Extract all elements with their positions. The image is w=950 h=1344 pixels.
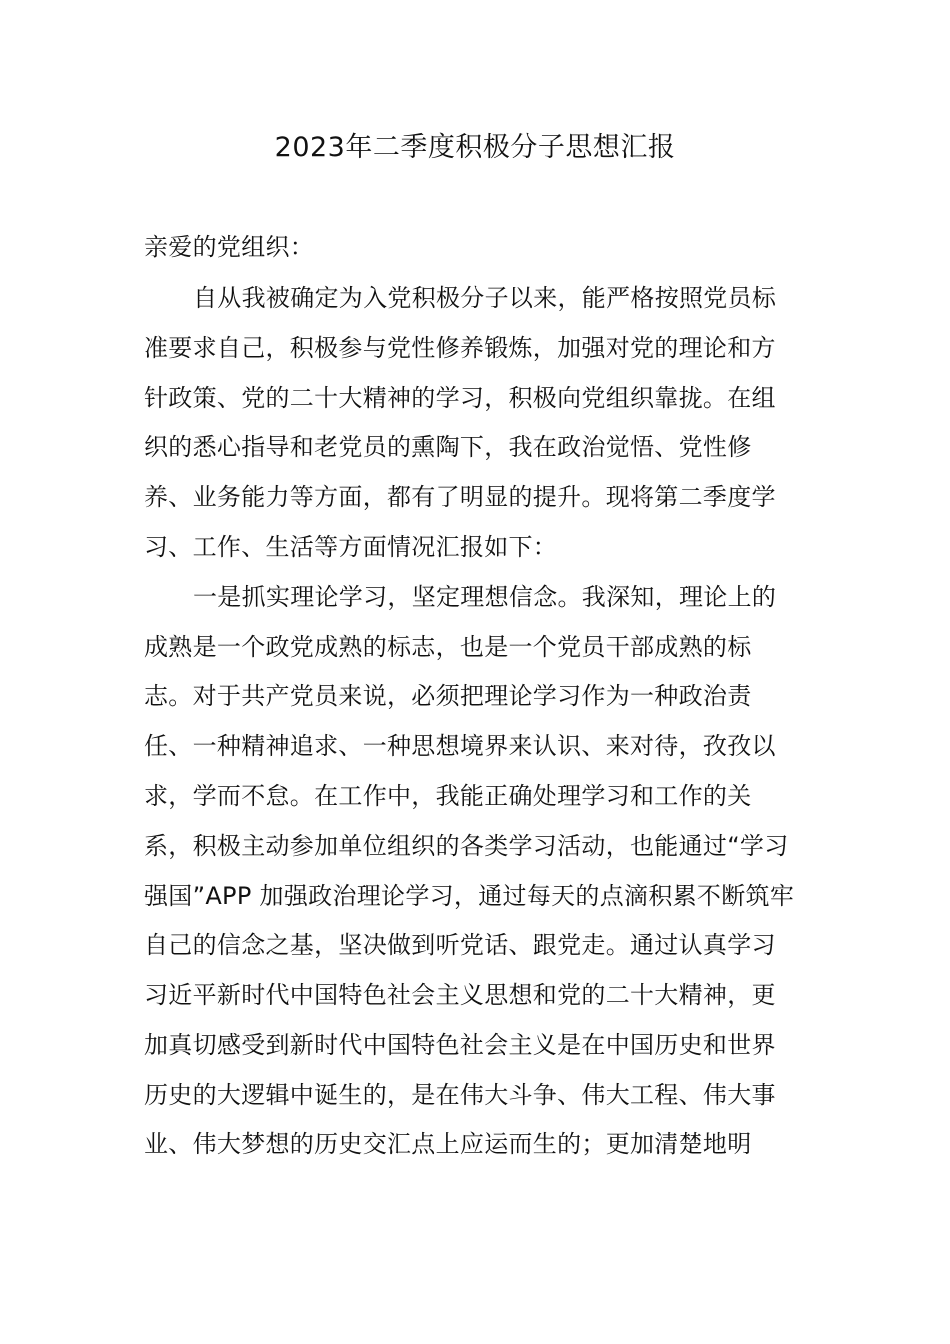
paragraph-line: 自从我被确定为入党积极分子以来，能严格按照党员标: [193, 284, 777, 312]
paragraph-line: 任、一种精神追求、一种思想境界来认识、来对待，孜孜以: [144, 732, 776, 760]
paragraph-line: 准要求自己，积极参与党性修养锻炼，加强对党的理论和方: [144, 334, 776, 362]
paragraph-line: 加真切感受到新时代中国特色社会主义是在中国历史和世界: [144, 1031, 776, 1059]
paragraph-line: 求，学而不怠。在工作中，我能正确处理学习和工作的关: [144, 782, 752, 810]
paragraph-line: 成熟是一个政党成熟的标志，也是一个党员干部成熟的标: [144, 633, 752, 661]
paragraph-line: 自己的信念之基，坚决做到听党话、跟党走。通过认真学习: [144, 931, 776, 959]
paragraph-line: 系，积极主动参加单位组织的各类学习活动，也能通过“学习: [144, 832, 789, 860]
paragraph-line: 习近平新时代中国特色社会主义思想和党的二十大精神，更: [144, 981, 776, 1009]
paragraph-line: 织的悉心指导和老党员的熏陶下，我在政治觉悟、党性修: [144, 433, 752, 461]
paragraph-line: 养、业务能力等方面，都有了明显的提升。现将第二季度学: [144, 483, 776, 511]
paragraph-line: 历史的大逻辑中诞生的，是在伟大斗争、伟大工程、伟大事: [144, 1081, 776, 1109]
paragraph-line: 志。对于共产党员来说，必须把理论学习作为一种政治责: [144, 682, 752, 710]
paragraph-line: 强国”APP 加强政治理论学习，通过每天的点滴积累不断筑牢: [144, 882, 795, 910]
salutation: 亲爱的党组织：: [144, 233, 315, 261]
paragraph-line: 业、伟大梦想的历史交汇点上应运而生的；更加清楚地明: [144, 1130, 752, 1158]
paragraph-line: 习、工作、生活等方面情况汇报如下：: [144, 533, 558, 561]
document-title: 2023年二季度积极分子思想汇报: [274, 132, 676, 163]
paragraph-line: 针政策、党的二十大精神的学习，积极向党组织靠拢。在组: [144, 384, 776, 412]
paragraph-line: 一是抓实理论学习，坚定理想信念。我深知，理论上的: [193, 583, 777, 611]
